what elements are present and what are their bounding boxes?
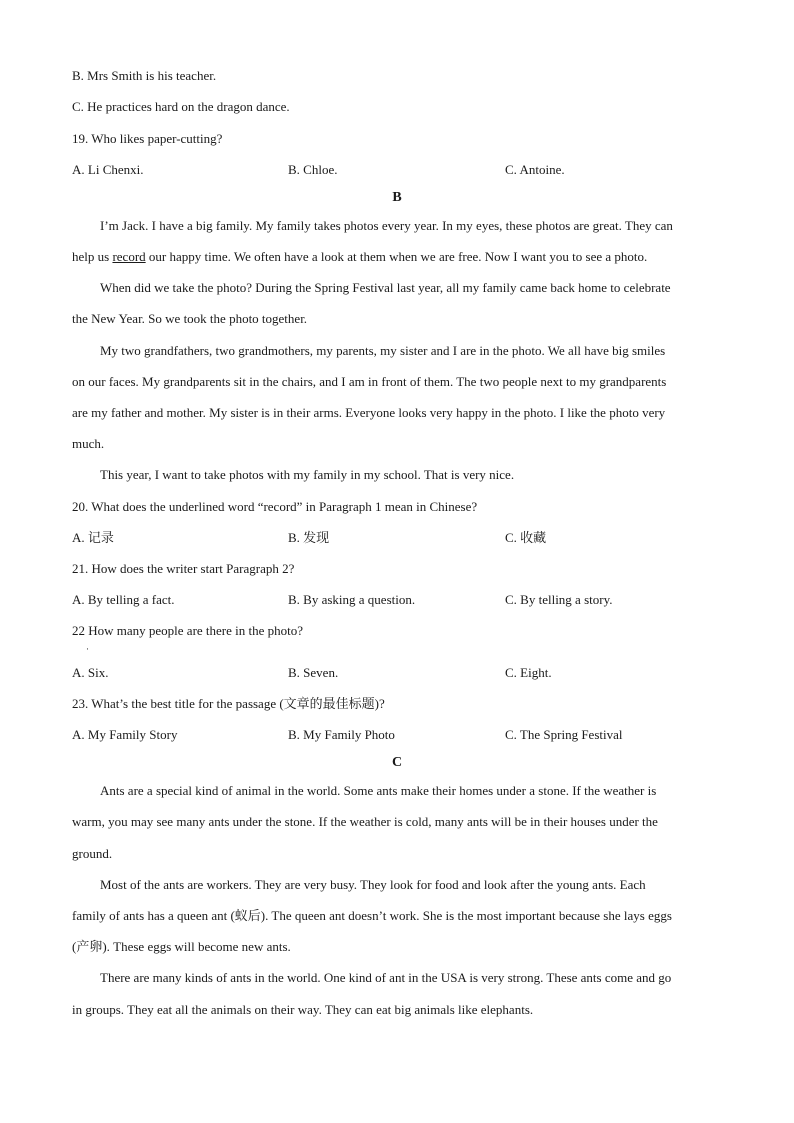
stray-dot-mark: · <box>86 644 89 654</box>
q22-option-a: A. Six. <box>72 665 109 680</box>
b-p2-line2: the New Year. So we took the photo together. <box>72 311 308 326</box>
c-p1-line1: Ants are a special kind of animal in the world. Some ants make their homes under a stone. If the weather is <box>100 783 657 798</box>
q23-option-b: B. My Family Photo <box>288 727 395 742</box>
q20-option-b: B. 发现 <box>288 530 330 545</box>
q21-option-b: B. By asking a question. <box>288 592 416 607</box>
q20-question: 20. What does the underlined word “record” in Paragraph 1 mean in Chinese? <box>72 499 478 514</box>
q21-question: 21. How does the writer start Paragraph 2? <box>72 561 295 576</box>
b-p3-line3: are my father and mother. My sister is in their arms. Everyone looks very happy in the photo. I like the photo very <box>72 405 666 420</box>
q20-option-a: A. 记录 <box>72 530 114 545</box>
q23-option-c: C. The Spring Festival <box>505 727 623 742</box>
c-p3-line1: There are many kinds of ants in the world. One kind of ant in the USA is very strong. These ants come and go <box>100 970 672 985</box>
c-p1-line2: warm, you may see many ants under the stone. If the weather is cold, many ants will be in their houses under the <box>72 814 658 829</box>
section-c-heading: C <box>391 755 403 770</box>
c-p1-line3: ground. <box>72 846 113 861</box>
b-p3-line1: My two grandfathers, two grandmothers, my parents, my sister and I are in the photo. We all have big smiles <box>100 343 666 358</box>
q22-option-c: C. Eight. <box>505 665 552 680</box>
q18-option-c: C. He practices hard on the dragon dance. <box>72 99 290 114</box>
q19-option-a: A. Li Chenxi. <box>72 162 144 177</box>
underlined-word-record: record <box>112 249 146 264</box>
q19-option-b: B. Chloe. <box>288 162 338 177</box>
b-p3-line2: on our faces. My grandparents sit in the chairs, and I am in front of them. The two people next to my grandparents <box>72 374 667 389</box>
c-p2-line3: (产卵). These eggs will become new ants. <box>72 939 291 954</box>
q22-question: 22 How many people are there in the photo? <box>72 623 304 638</box>
c-p3-line2: in groups. They eat all the animals on their way. They can eat big animals like elephants. <box>72 1002 534 1017</box>
q19-question: 19. Who likes paper-cutting? <box>72 131 223 146</box>
q23-question: 23. What’s the best title for the passage (文章的最佳标题)? <box>72 696 385 711</box>
b-p2-line1: When did we take the photo? During the Spring Festival last year, all my family came back home to celebrate <box>100 280 671 295</box>
b-p1-line2 <box>72 249 647 265</box>
q21-option-c: C. By telling a story. <box>505 592 613 607</box>
b-p1-line2-before: help us <box>72 249 113 264</box>
q20-option-c: C. 收藏 <box>505 530 547 545</box>
c-p2-line1: Most of the ants are workers. They are very busy. They look for food and look after the young ants. Each <box>100 877 646 892</box>
b-p1-line1: I’m Jack. I have a big family. My family takes photos every year. In my eyes, these photos are great. They can <box>100 218 673 233</box>
q21-option-a: A. By telling a fact. <box>72 592 175 607</box>
b-p3-line4: much. <box>72 436 105 451</box>
section-b-heading: B <box>392 190 402 205</box>
b-p4-line1: This year, I want to take photos with my family in my school. That is very nice. <box>100 467 515 482</box>
b-p1-line2-after: our happy time. We often have a look at them when we are free. Now I want you to see a photo. <box>145 249 648 264</box>
q18-option-b: B. Mrs Smith is his teacher. <box>72 68 217 83</box>
q19-option-c: C. Antoine. <box>505 162 565 177</box>
q23-option-a: A. My Family Story <box>72 727 178 742</box>
c-p2-line2: family of ants has a queen ant (蚁后). The queen ant doesn’t work. She is the most important because she lays eggs <box>72 908 672 923</box>
q22-option-b: B. Seven. <box>288 665 339 680</box>
